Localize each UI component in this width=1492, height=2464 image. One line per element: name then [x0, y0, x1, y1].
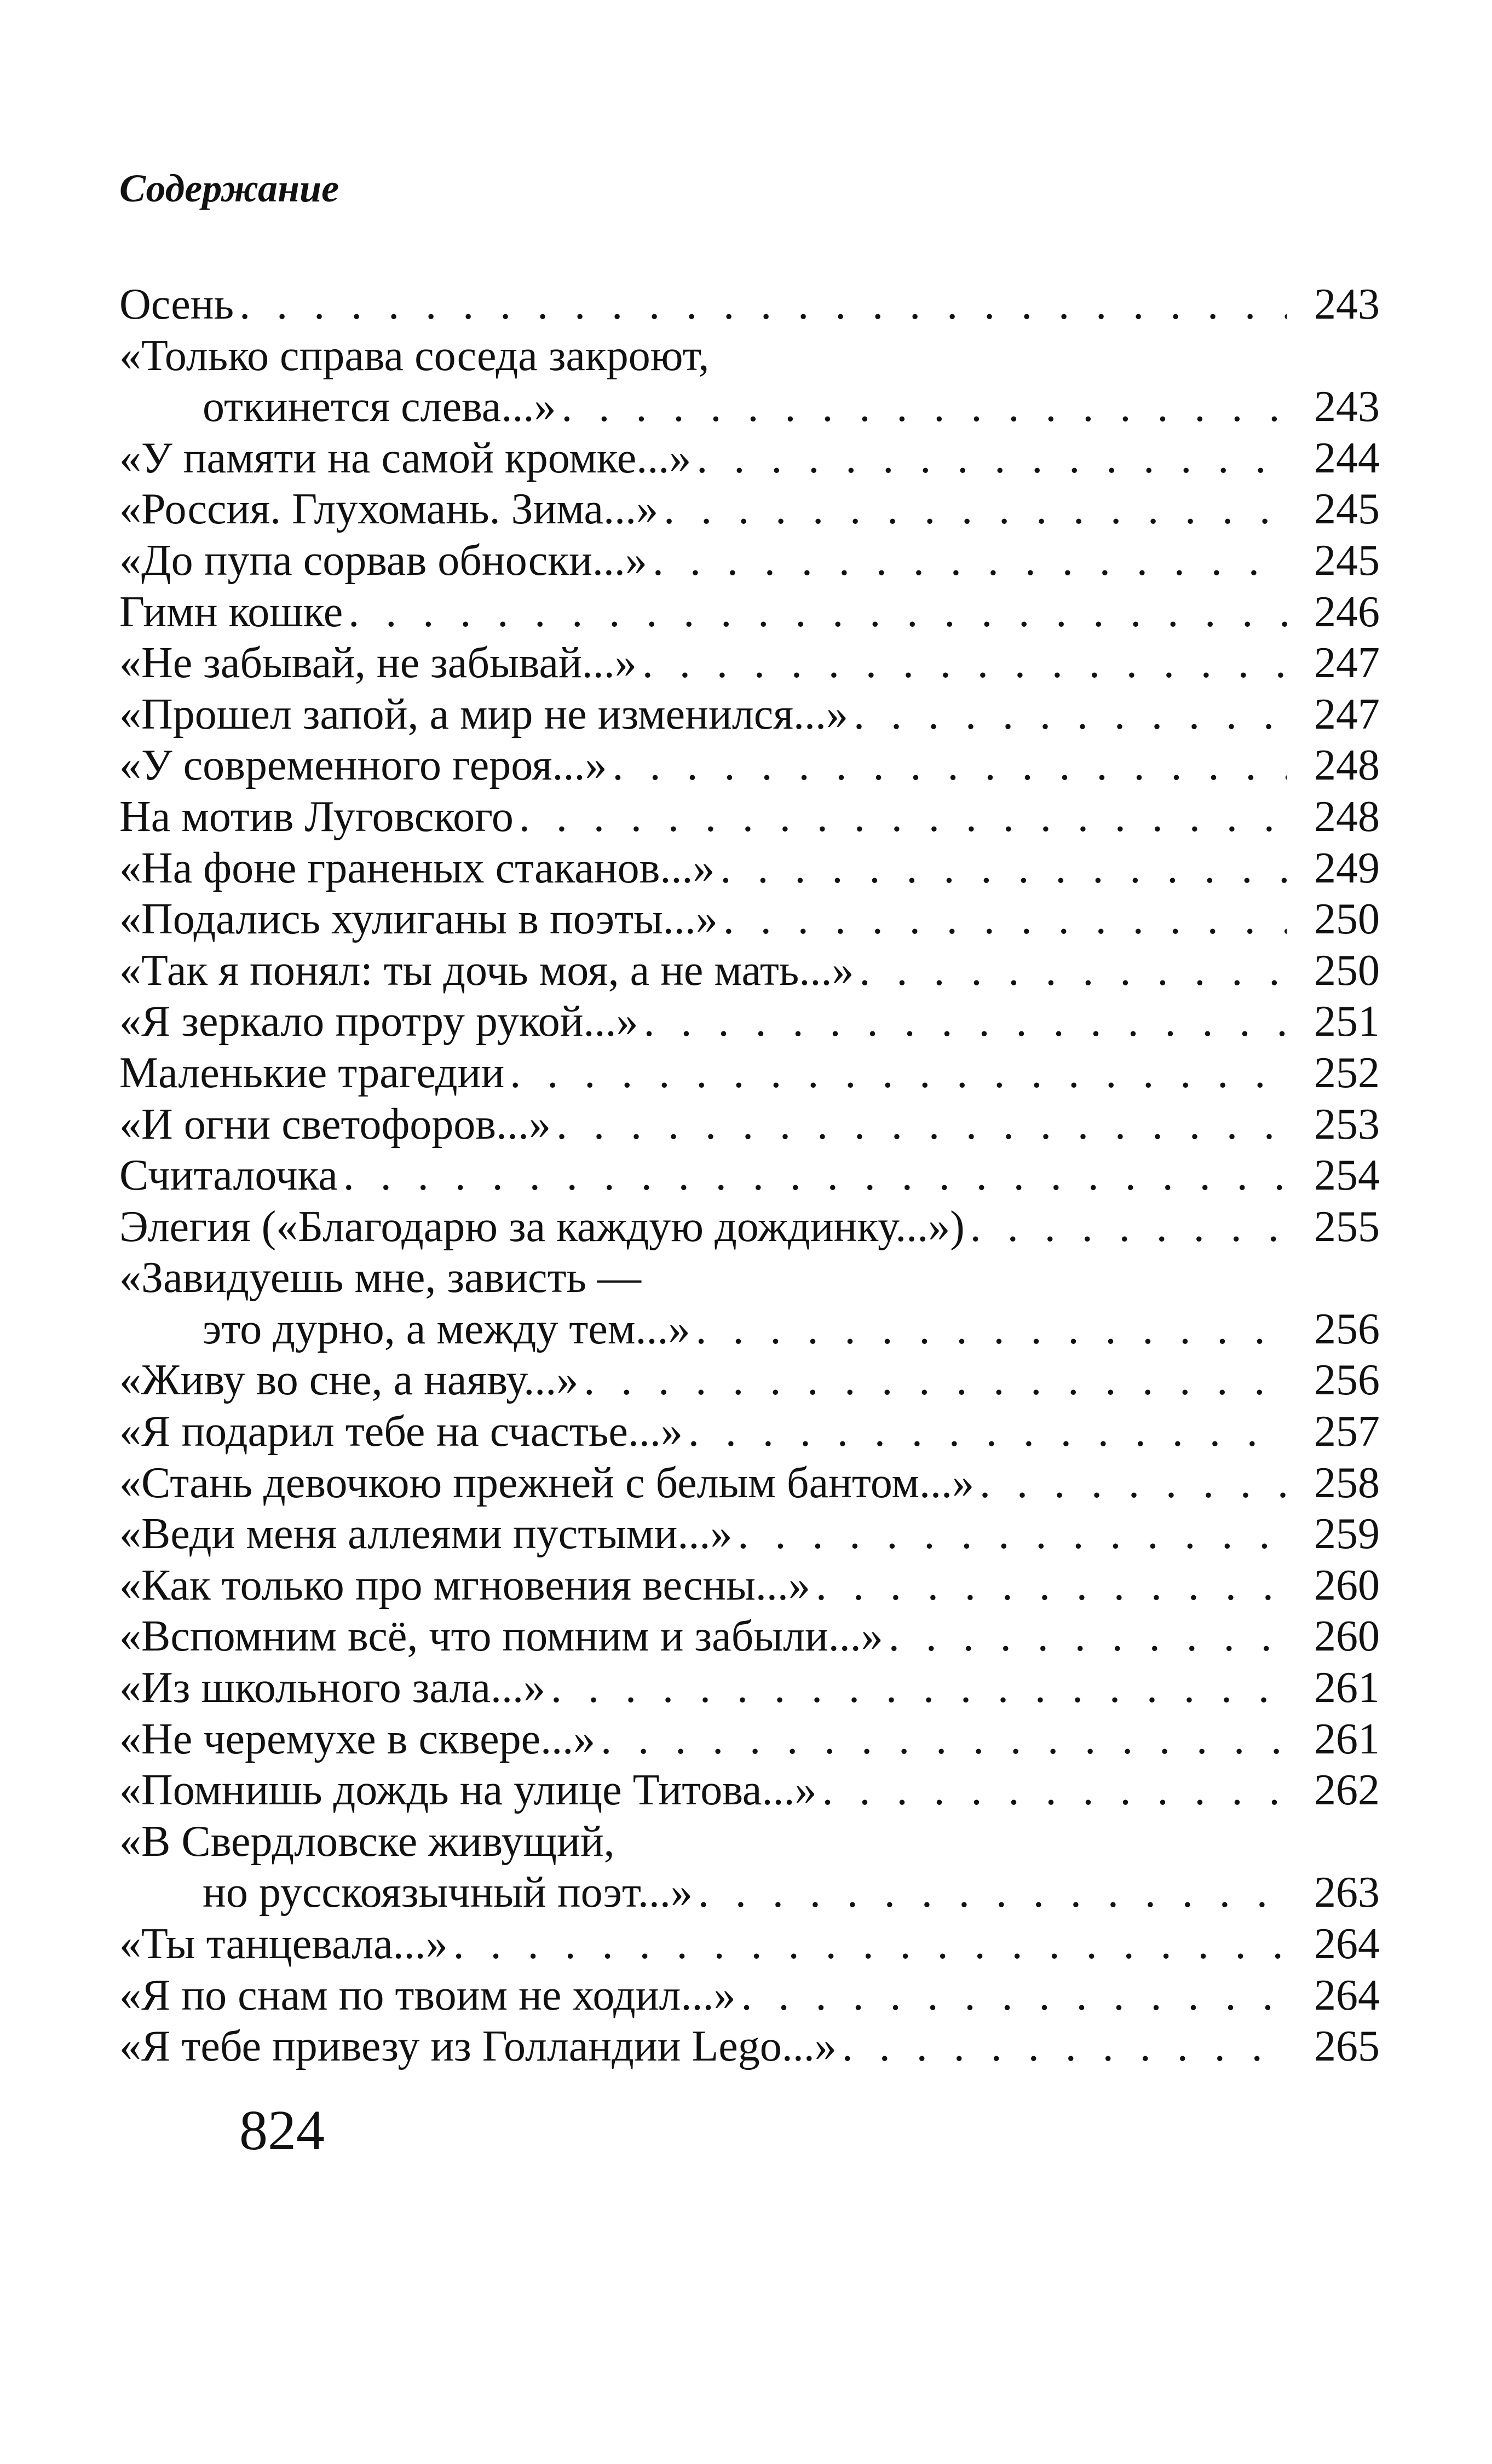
toc-entry-title: Элегия («Благодарю за каждую дождинку...») [119, 1202, 965, 1251]
toc-entry-page: 251 [1314, 997, 1380, 1046]
toc-entry-title: «Стань девочкою прежней с белым бантом...» [119, 1458, 974, 1507]
toc-entry [119, 1304, 1380, 1355]
toc-entry-title: Гимн кошке [119, 587, 343, 636]
leader-dots [653, 535, 1287, 587]
leader-dots [889, 1611, 1287, 1663]
toc-entry-page: 257 [1314, 1407, 1380, 1456]
toc-entry-page: 243 [1314, 280, 1380, 328]
leader-dots [561, 382, 1287, 433]
toc-entry-title: откинется слева...» [203, 383, 556, 431]
toc-entry-title: «Я по снам по твоим не ходил...» [119, 1971, 736, 2019]
toc-entry [119, 331, 1380, 382]
toc-entry-title: Маленькие трагедии [119, 1048, 505, 1097]
leader-dots [822, 1765, 1287, 1816]
table-of-contents [119, 279, 1380, 2073]
toc-entry-page: 262 [1314, 1766, 1380, 1815]
toc-entry-page: 256 [1314, 1356, 1380, 1405]
toc-entry [119, 382, 1380, 433]
toc-entry [119, 1253, 1380, 1304]
leader-dots [738, 1509, 1287, 1560]
toc-entry-page: 264 [1314, 1971, 1380, 2019]
leader-dots [854, 689, 1287, 741]
toc-entry [119, 894, 1380, 945]
toc-entry-title: «Не черемухе в сквере...» [119, 1715, 596, 1763]
toc-entry-page: 261 [1314, 1664, 1380, 1712]
toc-entry-page: 254 [1314, 1151, 1380, 1200]
toc-entry-title: «Я подарил тебе на счастье...» [119, 1407, 683, 1456]
leader-dots [664, 484, 1287, 535]
toc-entry-title: «Ты танцевала...» [119, 1920, 448, 1968]
leader-dots [842, 2021, 1287, 2073]
toc-entry [119, 1611, 1380, 1663]
toc-entry-page: 245 [1314, 485, 1380, 534]
toc-entry-title: «И огни светофоров...» [119, 1100, 551, 1149]
toc-entry-page: 243 [1314, 383, 1380, 431]
leader-dots [688, 1406, 1287, 1458]
toc-entry-page: 250 [1314, 946, 1380, 995]
toc-entry-title: «У памяти на самой кромке...» [119, 434, 692, 482]
toc-entry-page: 253 [1314, 1100, 1380, 1149]
toc-entry [119, 433, 1380, 484]
toc-entry-page: 260 [1314, 1561, 1380, 1609]
toc-entry-title: «Как только про мгновения весны...» [119, 1561, 810, 1609]
toc-entry-title: На мотив Луговского [119, 792, 514, 841]
leader-dots [698, 1867, 1287, 1919]
toc-entry-title: «Веди меня аллеями пустыми...» [119, 1510, 733, 1559]
toc-entry-title: «Так я понял: ты дочь моя, а не мать...» [119, 946, 854, 995]
toc-entry-page: 256 [1314, 1305, 1380, 1353]
toc-entry [119, 740, 1380, 792]
leader-dots [453, 1919, 1287, 1970]
toc-entry [119, 1765, 1380, 1816]
toc-entry [119, 1867, 1380, 1919]
leader-dots [723, 894, 1287, 945]
toc-entry-page: 259 [1314, 1510, 1380, 1559]
toc-entry [119, 587, 1380, 638]
leader-dots [343, 1150, 1287, 1202]
leader-dots [239, 279, 1287, 331]
leader-dots [741, 1970, 1287, 2022]
section-heading: Содержание [119, 166, 339, 210]
toc-entry-page: 245 [1314, 536, 1380, 585]
leader-dots [859, 945, 1287, 997]
toc-entry-title: «Из школьного зала...» [119, 1664, 546, 1712]
toc-entry-title: «До пупа сорвав обноски...» [119, 536, 647, 585]
leader-dots [584, 1355, 1287, 1406]
toc-entry [119, 1355, 1380, 1406]
toc-entry [119, 1202, 1380, 1253]
toc-entry-title: «Я тебе привезу из Голландии Lego...» [119, 2022, 837, 2071]
toc-entry-page: 265 [1314, 2022, 1380, 2071]
toc-entry [119, 1406, 1380, 1458]
toc-entry-page: 247 [1314, 690, 1380, 738]
toc-entry [119, 484, 1380, 535]
toc-entry [119, 1099, 1380, 1151]
page-number: 824 [239, 2099, 325, 2162]
leader-dots [970, 1202, 1287, 1253]
toc-entry-title: «Россия. Глухомань. Зима...» [119, 485, 659, 534]
toc-entry-page: 258 [1314, 1458, 1380, 1507]
leader-dots [551, 1663, 1287, 1714]
toc-entry-page: 248 [1314, 792, 1380, 841]
toc-entry [119, 1150, 1380, 1202]
toc-entry-title: «Не забывай, не забывай...» [119, 639, 637, 688]
toc-entry-page: 252 [1314, 1048, 1380, 1097]
leader-dots [348, 587, 1287, 638]
toc-entry-title: это дурно, а между тем...» [203, 1305, 690, 1353]
toc-entry-title: «Только справа соседа закроют, [119, 331, 710, 380]
toc-entry [119, 279, 1380, 331]
leader-dots [816, 1560, 1287, 1612]
toc-entry-title: «Я зеркало протру рукой...» [119, 997, 638, 1046]
toc-entry [119, 1970, 1380, 2022]
toc-entry [119, 689, 1380, 741]
toc-entry [119, 1919, 1380, 1970]
leader-dots [642, 638, 1287, 689]
leader-dots [696, 433, 1287, 484]
toc-entry-title: «Подались хулиганы в поэты...» [119, 895, 718, 944]
toc-entry-page: 244 [1314, 434, 1380, 482]
toc-entry-page: 249 [1314, 844, 1380, 892]
toc-entry [119, 1509, 1380, 1560]
toc-entry [119, 843, 1380, 895]
leader-dots [601, 1714, 1287, 1765]
toc-entry-title: «В Свердловске живущий, [119, 1817, 615, 1866]
leader-dots [519, 792, 1287, 843]
leader-dots [510, 1048, 1287, 1099]
toc-entry-page: 264 [1314, 1920, 1380, 1968]
leader-dots [980, 1458, 1287, 1509]
toc-entry-title: «Завидуешь мне, зависть — [119, 1254, 642, 1302]
toc-entry-page: 261 [1314, 1715, 1380, 1763]
toc-entry-title: «Помнишь дождь на улице Титова...» [119, 1766, 817, 1815]
toc-entry-title: «У современного героя...» [119, 741, 607, 790]
leader-dots [643, 996, 1287, 1048]
leader-dots [720, 843, 1287, 895]
toc-entry-page: 260 [1314, 1612, 1380, 1661]
toc-entry [119, 945, 1380, 997]
toc-entry [119, 2021, 1380, 2073]
toc-entry [119, 535, 1380, 587]
leader-dots [556, 1099, 1287, 1151]
toc-entry-title: Осень [119, 280, 234, 328]
toc-entry [119, 1663, 1380, 1714]
toc-entry-title: «Вспомним всё, что помним и забыли...» [119, 1612, 883, 1661]
toc-entry [119, 1560, 1380, 1612]
leader-dots [613, 740, 1287, 792]
toc-entry-page: 255 [1314, 1202, 1380, 1251]
toc-entry [119, 1048, 1380, 1099]
toc-entry [119, 996, 1380, 1048]
toc-entry-page: 246 [1314, 587, 1380, 636]
toc-entry-page: 250 [1314, 895, 1380, 944]
toc-entry-title: «Живу во сне, а наяву...» [119, 1356, 579, 1405]
toc-entry-page: 248 [1314, 741, 1380, 790]
toc-entry [119, 1714, 1380, 1765]
toc-entry [119, 1458, 1380, 1509]
toc-entry-page: 263 [1314, 1868, 1380, 1917]
toc-entry [119, 792, 1380, 843]
toc-entry [119, 638, 1380, 689]
toc-entry-page: 247 [1314, 639, 1380, 688]
toc-entry-title: Считалочка [119, 1151, 338, 1200]
toc-entry-title: «Прошел запой, а мир не изменился...» [119, 690, 849, 738]
toc-entry-title: «На фоне граненых стаканов...» [119, 844, 715, 892]
toc-entry-title: но русскоязычный поэт...» [203, 1868, 693, 1917]
toc-entry [119, 1816, 1380, 1868]
leader-dots [695, 1304, 1287, 1355]
